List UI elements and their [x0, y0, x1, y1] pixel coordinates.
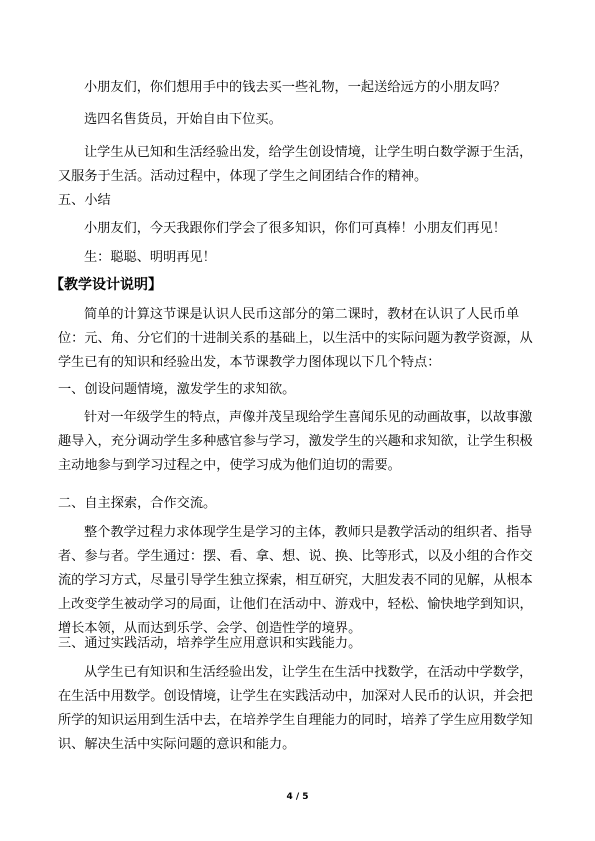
page-number: 4 / 5 [286, 792, 309, 802]
paragraph-invite: 小朋友们，你们想用手中的钱去买一些礼物，一起送给远方的小朋友吗？ [84, 80, 506, 95]
design-body-2: 整个教学过程力求体现学生是学习的主体，教师只是教学活动的组织者、指导者、参与者。学生通过：摆、看、拿、想、说、换、比等形式，以及小组的合作交流的学习方式，尽量引导学生独立探索，相互研究，大胆发表不同的见解，从根本上改变学生被动学习的局面，让他们在活动中、游戏中，轻松、愉快地学到知识，增长本领，从而达到乐学、会学、创造性学的境界。 [58, 525, 533, 636]
design-intro: 简单的计算这节课是认识人民币这部分的第二课时，教材在认识了人民币单位：元、角、分它们的十进制关系的基础上，以生活中的实际问题为教学资源，从学生已有的知识和经验出发，本节课教学力图体现以下几个特点： [58, 307, 533, 370]
design-body-1: 针对一年级学生的特点，声像并茂呈现给学生喜闻乐见的动画故事，以故事激趣导入，充分调动学生多种感官参与学习，激发学生的兴趣和求知欲，让学生积极主动地参与到学习过程之中，使学习成为他们迫切的需要。 [58, 410, 533, 473]
paragraph-students-reply: 生：聪聪、明明再见！ [84, 250, 216, 265]
design-heading-3: 三、通过实践活动，培养学生应用意识和实践能力。 [58, 636, 362, 651]
design-heading-1: 一、创设问题情境，激发学生的求知欲。 [58, 382, 296, 397]
paragraph-summary: 小朋友们，今天我跟你们学会了很多知识，你们可真棒！小朋友们再见！ [84, 221, 506, 236]
paragraph-reflection: 让学生从已知和生活经验出发，给学生创设情境，让学生明白数学源于生活，又服务于生活。活动过程中，体现了学生之间团结合作的精神。 [58, 145, 533, 184]
paragraph-sellers: 选四名售货员，开始自由下位买。 [84, 112, 282, 127]
heading-summary: 五、小结 [58, 193, 111, 208]
design-body-3: 从学生已有知识和生活经验出发，让学生在生活中找数学，在活动中学数学，在生活中用数学。创设情境，让学生在实践活动中，加深对人民币的认识，并会把所学的知识运用到生活中去，在培养学生自理能力的同时，培养了学生应用数学知识、解决生活中实际问题的意识和能力。 [58, 665, 533, 752]
section-title: 【教学设计说明】 [50, 277, 162, 293]
design-heading-2: 二、自主探索，合作交流。 [58, 496, 217, 511]
